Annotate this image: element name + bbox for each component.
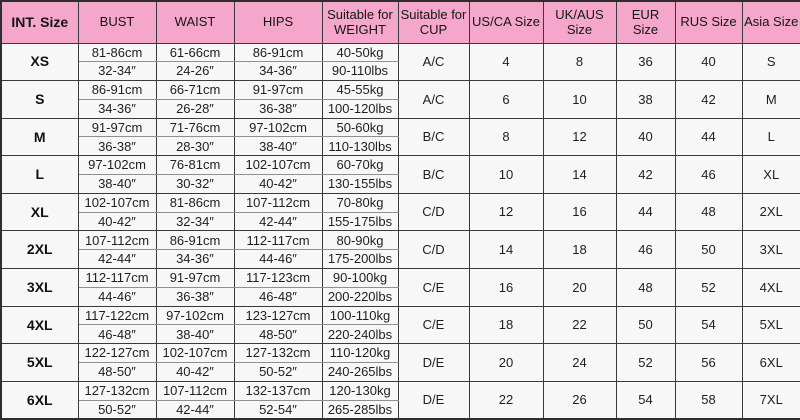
header-rus-size: RUS Size <box>675 1 742 43</box>
rus-size-cell: 56 <box>675 344 742 382</box>
uk-aus-size-cell: 16 <box>543 193 616 231</box>
rus-size-cell: 48 <box>675 193 742 231</box>
uk-aus-size-cell: 8 <box>543 43 616 81</box>
eur-size-cell: 46 <box>616 231 675 269</box>
bust-inch-cell: 32-34″ <box>78 62 156 81</box>
bust-inch-cell: 36-38″ <box>78 137 156 156</box>
us-ca-size-cell: 8 <box>469 118 543 156</box>
us-ca-size-cell: 12 <box>469 193 543 231</box>
weight-lbs-cell: 100-120lbs <box>322 99 398 118</box>
table-row-metric <box>1 306 800 325</box>
waist-inch-cell: 26-28″ <box>156 99 234 118</box>
bust-inch-cell: 42-44″ <box>78 250 156 269</box>
cup-cell: A/C <box>398 43 469 81</box>
table-row-metric <box>1 156 800 175</box>
table-row-metric <box>1 43 800 62</box>
bust-cm-cell: 117-122cm <box>78 306 156 325</box>
us-ca-size-cell: 22 <box>469 381 543 419</box>
waist-inch-cell: 24-26″ <box>156 62 234 81</box>
waist-inch-cell: 42-44″ <box>156 400 234 419</box>
rus-size-cell: 42 <box>675 81 742 119</box>
table-row-metric <box>1 381 800 400</box>
asia-size-cell: 3XL <box>742 231 800 269</box>
us-ca-size-cell: 20 <box>469 344 543 382</box>
us-ca-size-cell: 18 <box>469 306 543 344</box>
table-row-metric <box>1 231 800 250</box>
header-int-size: INT. Size <box>1 1 78 43</box>
waist-cm-cell: 71-76cm <box>156 118 234 137</box>
us-ca-size-cell: 14 <box>469 231 543 269</box>
weight-kg-cell: 110-120kg <box>322 344 398 363</box>
size-label: 4XL <box>1 306 78 344</box>
size-label: 2XL <box>1 231 78 269</box>
uk-aus-size-cell: 12 <box>543 118 616 156</box>
header-waist: WAIST <box>156 1 234 43</box>
bust-cm-cell: 86-91cm <box>78 81 156 100</box>
waist-cm-cell: 66-71cm <box>156 81 234 100</box>
weight-kg-cell: 90-100kg <box>322 269 398 288</box>
bust-inch-cell: 44-46″ <box>78 287 156 306</box>
weight-lbs-cell: 155-175lbs <box>322 212 398 231</box>
asia-size-cell: 5XL <box>742 306 800 344</box>
eur-size-cell: 40 <box>616 118 675 156</box>
eur-size-cell: 38 <box>616 81 675 119</box>
uk-aus-size-cell: 26 <box>543 381 616 419</box>
us-ca-size-cell: 4 <box>469 43 543 81</box>
hips-inch-cell: 44-46″ <box>234 250 322 269</box>
waist-inch-cell: 40-42″ <box>156 363 234 382</box>
asia-size-cell: 4XL <box>742 269 800 307</box>
rus-size-cell: 46 <box>675 156 742 194</box>
bust-inch-cell: 40-42″ <box>78 212 156 231</box>
bust-cm-cell: 102-107cm <box>78 193 156 212</box>
cup-cell: D/E <box>398 344 469 382</box>
weight-kg-cell: 120-130kg <box>322 381 398 400</box>
table-row-metric <box>1 118 800 137</box>
hips-cm-cell: 97-102cm <box>234 118 322 137</box>
hips-cm-cell: 132-137cm <box>234 381 322 400</box>
asia-size-cell: L <box>742 118 800 156</box>
size-label: L <box>1 156 78 194</box>
header-row <box>1 1 800 43</box>
asia-size-cell: 6XL <box>742 344 800 382</box>
table-row-metric <box>1 193 800 212</box>
header-suitable-cup: Suitable for CUP <box>398 1 469 43</box>
eur-size-cell: 42 <box>616 156 675 194</box>
rus-size-cell: 54 <box>675 306 742 344</box>
weight-kg-cell: 100-110kg <box>322 306 398 325</box>
hips-inch-cell: 48-50″ <box>234 325 322 344</box>
rus-size-cell: 58 <box>675 381 742 419</box>
hips-cm-cell: 86-91cm <box>234 43 322 62</box>
header-bust: BUST <box>78 1 156 43</box>
weight-lbs-cell: 175-200lbs <box>322 250 398 269</box>
waist-inch-cell: 30-32″ <box>156 175 234 194</box>
hips-inch-cell: 50-52″ <box>234 363 322 382</box>
hips-inch-cell: 46-48″ <box>234 287 322 306</box>
table-row-metric <box>1 344 800 363</box>
size-label: 5XL <box>1 344 78 382</box>
hips-cm-cell: 107-112cm <box>234 193 322 212</box>
weight-lbs-cell: 110-130lbs <box>322 137 398 156</box>
bust-inch-cell: 48-50″ <box>78 363 156 382</box>
uk-aus-size-cell: 22 <box>543 306 616 344</box>
asia-size-cell: XL <box>742 156 800 194</box>
asia-size-cell: 2XL <box>742 193 800 231</box>
bust-cm-cell: 127-132cm <box>78 381 156 400</box>
us-ca-size-cell: 6 <box>469 81 543 119</box>
waist-inch-cell: 38-40″ <box>156 325 234 344</box>
cup-cell: D/E <box>398 381 469 419</box>
hips-inch-cell: 36-38″ <box>234 99 322 118</box>
waist-inch-cell: 34-36″ <box>156 250 234 269</box>
hips-cm-cell: 127-132cm <box>234 344 322 363</box>
size-label: XS <box>1 43 78 81</box>
size-label: M <box>1 118 78 156</box>
bust-cm-cell: 122-127cm <box>78 344 156 363</box>
bust-cm-cell: 81-86cm <box>78 43 156 62</box>
eur-size-cell: 52 <box>616 344 675 382</box>
bust-cm-cell: 91-97cm <box>78 118 156 137</box>
hips-inch-cell: 52-54″ <box>234 400 322 419</box>
cup-cell: A/C <box>398 81 469 119</box>
weight-lbs-cell: 90-110lbs <box>322 62 398 81</box>
eur-size-cell: 44 <box>616 193 675 231</box>
waist-inch-cell: 32-34″ <box>156 212 234 231</box>
waist-cm-cell: 91-97cm <box>156 269 234 288</box>
hips-cm-cell: 117-123cm <box>234 269 322 288</box>
table-row-metric <box>1 81 800 100</box>
weight-lbs-cell: 130-155lbs <box>322 175 398 194</box>
waist-cm-cell: 61-66cm <box>156 43 234 62</box>
hips-inch-cell: 42-44″ <box>234 212 322 231</box>
us-ca-size-cell: 10 <box>469 156 543 194</box>
uk-aus-size-cell: 14 <box>543 156 616 194</box>
hips-cm-cell: 123-127cm <box>234 306 322 325</box>
size-label: 3XL <box>1 269 78 307</box>
hips-cm-cell: 91-97cm <box>234 81 322 100</box>
weight-lbs-cell: 240-265lbs <box>322 363 398 382</box>
header-uk-aus-size: UK/AUS Size <box>543 1 616 43</box>
header-hips: HIPS <box>234 1 322 43</box>
table-row-metric <box>1 269 800 288</box>
waist-cm-cell: 97-102cm <box>156 306 234 325</box>
size-label: 6XL <box>1 381 78 419</box>
eur-size-cell: 54 <box>616 381 675 419</box>
rus-size-cell: 52 <box>675 269 742 307</box>
asia-size-cell: S <box>742 43 800 81</box>
rus-size-cell: 40 <box>675 43 742 81</box>
cup-cell: B/C <box>398 118 469 156</box>
weight-kg-cell: 70-80kg <box>322 193 398 212</box>
bust-inch-cell: 34-36″ <box>78 99 156 118</box>
weight-lbs-cell: 265-285lbs <box>322 400 398 419</box>
weight-lbs-cell: 200-220lbs <box>322 287 398 306</box>
bust-cm-cell: 112-117cm <box>78 269 156 288</box>
eur-size-cell: 36 <box>616 43 675 81</box>
waist-inch-cell: 28-30″ <box>156 137 234 156</box>
waist-cm-cell: 76-81cm <box>156 156 234 175</box>
hips-inch-cell: 34-36″ <box>234 62 322 81</box>
asia-size-cell: M <box>742 81 800 119</box>
cup-cell: C/E <box>398 306 469 344</box>
weight-kg-cell: 60-70kg <box>322 156 398 175</box>
bust-inch-cell: 50-52″ <box>78 400 156 419</box>
hips-inch-cell: 40-42″ <box>234 175 322 194</box>
hips-inch-cell: 38-40″ <box>234 137 322 156</box>
weight-kg-cell: 40-50kg <box>322 43 398 62</box>
waist-cm-cell: 81-86cm <box>156 193 234 212</box>
bust-cm-cell: 107-112cm <box>78 231 156 250</box>
eur-size-cell: 50 <box>616 306 675 344</box>
hips-cm-cell: 102-107cm <box>234 156 322 175</box>
cup-cell: C/D <box>398 231 469 269</box>
header-us-ca-size: US/CA Size <box>469 1 543 43</box>
header-eur-size: EUR Size <box>616 1 675 43</box>
weight-kg-cell: 50-60kg <box>322 118 398 137</box>
size-label: S <box>1 81 78 119</box>
cup-cell: B/C <box>398 156 469 194</box>
uk-aus-size-cell: 24 <box>543 344 616 382</box>
weight-kg-cell: 45-55kg <box>322 81 398 100</box>
cup-cell: C/E <box>398 269 469 307</box>
hips-cm-cell: 112-117cm <box>234 231 322 250</box>
us-ca-size-cell: 16 <box>469 269 543 307</box>
uk-aus-size-cell: 18 <box>543 231 616 269</box>
waist-cm-cell: 102-107cm <box>156 344 234 363</box>
waist-cm-cell: 86-91cm <box>156 231 234 250</box>
rus-size-cell: 44 <box>675 118 742 156</box>
bust-inch-cell: 38-40″ <box>78 175 156 194</box>
header-asia-size: Asia Size <box>742 1 800 43</box>
header-suitable-weight: Suitable for WEIGHT <box>322 1 398 43</box>
bust-inch-cell: 46-48″ <box>78 325 156 344</box>
size-label: XL <box>1 193 78 231</box>
weight-lbs-cell: 220-240lbs <box>322 325 398 344</box>
cup-cell: C/D <box>398 193 469 231</box>
uk-aus-size-cell: 20 <box>543 269 616 307</box>
weight-kg-cell: 80-90kg <box>322 231 398 250</box>
eur-size-cell: 48 <box>616 269 675 307</box>
bust-cm-cell: 97-102cm <box>78 156 156 175</box>
waist-inch-cell: 36-38″ <box>156 287 234 306</box>
size-table-body <box>1 43 800 419</box>
asia-size-cell: 7XL <box>742 381 800 419</box>
uk-aus-size-cell: 10 <box>543 81 616 119</box>
rus-size-cell: 50 <box>675 231 742 269</box>
waist-cm-cell: 107-112cm <box>156 381 234 400</box>
